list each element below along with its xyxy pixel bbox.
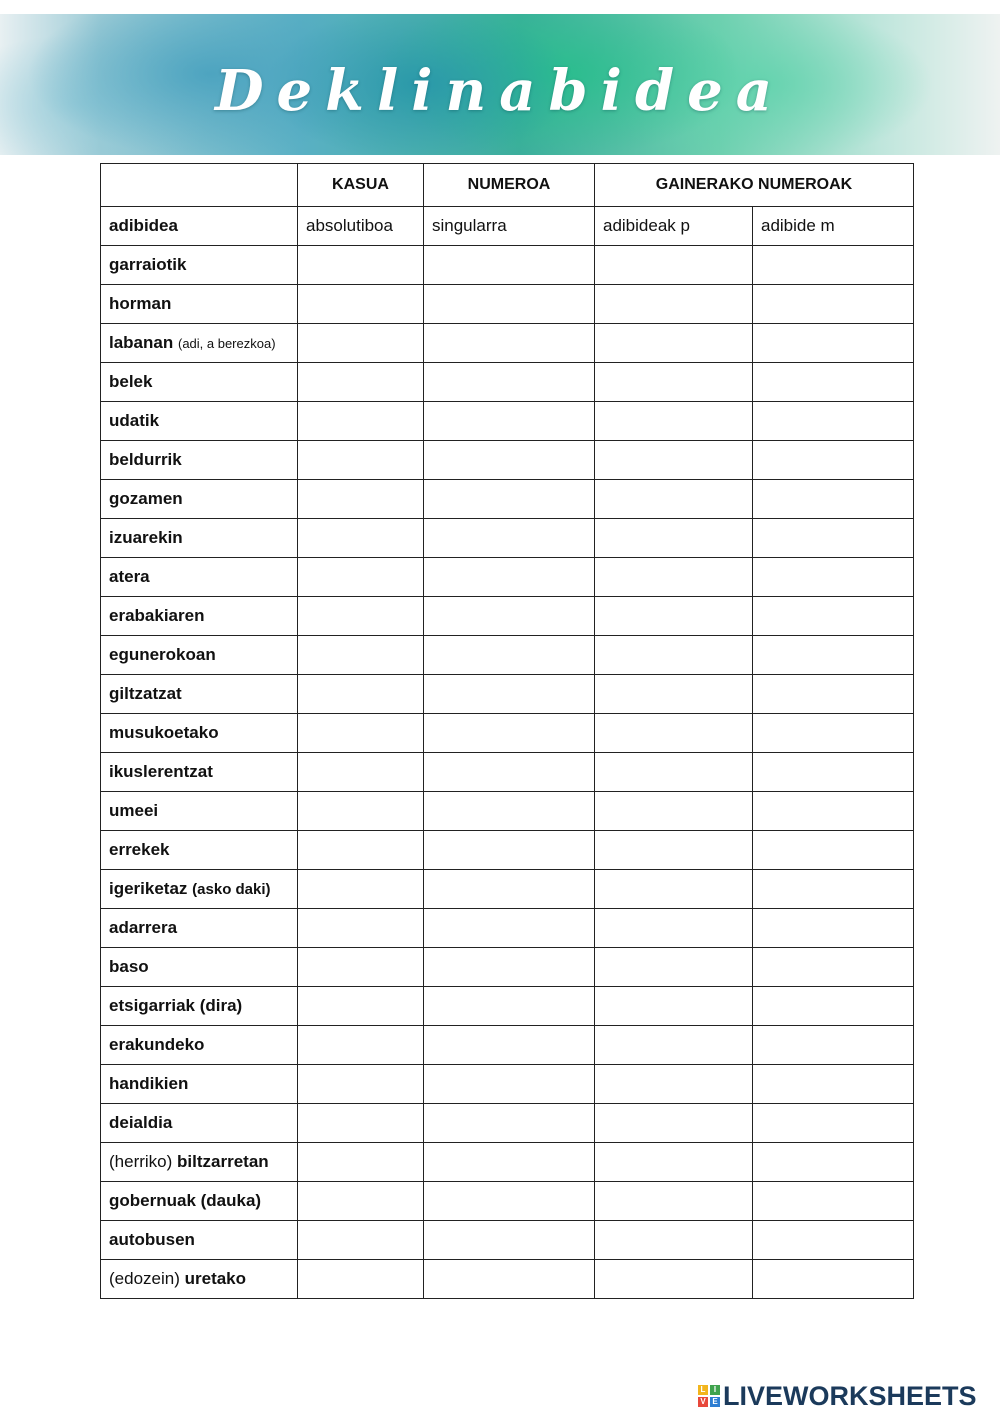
row-word-text: ikuslerentzat: [109, 762, 213, 781]
answer-cell-indefinite[interactable]: [753, 987, 914, 1026]
example-row: [101, 207, 914, 246]
answer-cell-kasua[interactable]: [298, 636, 424, 675]
answer-cell-numeroa[interactable]: [424, 987, 595, 1026]
answer-cell-numeroa[interactable]: [424, 519, 595, 558]
answer-cell-plural[interactable]: [595, 675, 753, 714]
row-word: [101, 675, 298, 714]
answer-cell-kasua[interactable]: [298, 597, 424, 636]
row-word-text: adarrera: [109, 918, 178, 937]
table-row: [101, 753, 914, 792]
row-word-text: giltzatzat: [109, 684, 182, 703]
answer-cell-plural[interactable]: [595, 987, 753, 1026]
row-word: [101, 870, 298, 909]
answer-cell-numeroa[interactable]: [424, 1143, 595, 1182]
answer-cell-plural[interactable]: [595, 324, 753, 363]
logo-square: I: [710, 1385, 720, 1395]
table-row: [101, 1065, 914, 1104]
liveworksheets-logo: [698, 1378, 977, 1414]
answer-cell-numeroa[interactable]: [424, 948, 595, 987]
answer-cell-indefinite[interactable]: [753, 948, 914, 987]
row-word: [101, 285, 298, 324]
answer-cell-indefinite[interactable]: [753, 363, 914, 402]
header-word: [101, 164, 298, 207]
answer-cell-plural[interactable]: [595, 558, 753, 597]
table-row: [101, 714, 914, 753]
answer-cell-kasua[interactable]: [298, 558, 424, 597]
answer-cell-numeroa[interactable]: [424, 1182, 595, 1221]
row-word: [101, 636, 298, 675]
answer-cell-plural[interactable]: [595, 1065, 753, 1104]
row-word: [101, 480, 298, 519]
row-word-text: etsigarriak (dira): [109, 996, 243, 1015]
answer-cell-kasua[interactable]: [298, 1182, 424, 1221]
declension-table: [100, 163, 914, 1299]
answer-cell-plural[interactable]: [595, 519, 753, 558]
answer-cell-plural[interactable]: [595, 909, 753, 948]
header-banner: [0, 14, 1000, 155]
row-word: [101, 1221, 298, 1260]
example-word: adibidea: [101, 207, 298, 246]
row-word: [101, 714, 298, 753]
answer-cell-indefinite[interactable]: [753, 1260, 914, 1299]
logo-square: E: [710, 1397, 720, 1407]
answer-cell-indefinite[interactable]: [753, 1065, 914, 1104]
answer-cell-plural[interactable]: [595, 636, 753, 675]
row-word: [101, 1065, 298, 1104]
answer-cell-indefinite[interactable]: [753, 909, 914, 948]
answer-cell-indefinite[interactable]: [753, 1104, 914, 1143]
row-word: [101, 1026, 298, 1065]
answer-cell-numeroa[interactable]: [424, 909, 595, 948]
answer-cell-numeroa[interactable]: [424, 558, 595, 597]
answer-cell-kasua[interactable]: [298, 246, 424, 285]
answer-cell-kasua[interactable]: [298, 1026, 424, 1065]
answer-cell-numeroa[interactable]: [424, 1026, 595, 1065]
row-word: [101, 441, 298, 480]
answer-cell-indefinite[interactable]: [753, 1143, 914, 1182]
answer-cell-indefinite[interactable]: [753, 519, 914, 558]
row-word: [101, 1182, 298, 1221]
answer-cell-numeroa[interactable]: [424, 675, 595, 714]
answer-cell-plural[interactable]: [595, 792, 753, 831]
row-word: [101, 558, 298, 597]
answer-cell-numeroa[interactable]: [424, 1104, 595, 1143]
answer-cell-indefinite[interactable]: [753, 285, 914, 324]
row-word: [101, 1260, 298, 1299]
answer-cell-indefinite[interactable]: [753, 597, 914, 636]
answer-cell-plural[interactable]: [595, 1182, 753, 1221]
row-word-text: biltzarretan: [177, 1152, 269, 1171]
brand-name: LIVEWORKSHEETS: [723, 1380, 977, 1411]
table-row: [101, 1143, 914, 1182]
answer-cell-numeroa[interactable]: [424, 480, 595, 519]
table-row: [101, 324, 914, 363]
row-word-text: izuarekin: [109, 528, 183, 547]
table-row: [101, 363, 914, 402]
answer-cell-indefinite[interactable]: [753, 675, 914, 714]
answer-cell-indefinite[interactable]: [753, 870, 914, 909]
answer-cell-numeroa[interactable]: [424, 636, 595, 675]
answer-cell-kasua[interactable]: [298, 987, 424, 1026]
answer-cell-plural[interactable]: [595, 1104, 753, 1143]
answer-cell-numeroa[interactable]: [424, 285, 595, 324]
answer-cell-numeroa[interactable]: [424, 324, 595, 363]
answer-cell-plural[interactable]: [595, 480, 753, 519]
row-word-text: autobusen: [109, 1230, 195, 1249]
row-word-text: egunerokoan: [109, 645, 216, 664]
answer-cell-kasua[interactable]: [298, 285, 424, 324]
answer-cell-kasua[interactable]: [298, 675, 424, 714]
answer-cell-indefinite[interactable]: [753, 402, 914, 441]
answer-cell-indefinite[interactable]: [753, 480, 914, 519]
example-kasua: absolutiboa: [298, 207, 424, 246]
answer-cell-kasua[interactable]: [298, 792, 424, 831]
answer-cell-kasua[interactable]: [298, 1260, 424, 1299]
answer-cell-plural[interactable]: [595, 285, 753, 324]
row-word: [101, 324, 298, 363]
table-row: [101, 636, 914, 675]
answer-cell-plural[interactable]: [595, 1260, 753, 1299]
answer-cell-numeroa[interactable]: [424, 714, 595, 753]
row-word: [101, 987, 298, 1026]
row-word: [101, 519, 298, 558]
answer-cell-plural[interactable]: [595, 402, 753, 441]
table-row: [101, 558, 914, 597]
answer-cell-numeroa[interactable]: [424, 1065, 595, 1104]
row-word-text: handikien: [109, 1074, 189, 1093]
row-word-text: umeei: [109, 801, 159, 820]
answer-cell-indefinite[interactable]: [753, 1182, 914, 1221]
table-row: [101, 1182, 914, 1221]
answer-cell-kasua[interactable]: [298, 714, 424, 753]
row-word-text: igeriketaz: [109, 879, 188, 898]
answer-cell-indefinite[interactable]: [753, 1026, 914, 1065]
answer-cell-plural[interactable]: [595, 870, 753, 909]
logo-square: V: [698, 1397, 708, 1407]
answer-cell-kasua[interactable]: [298, 948, 424, 987]
answer-cell-numeroa[interactable]: [424, 597, 595, 636]
table-row: [101, 402, 914, 441]
example-plural: adibideak p: [595, 207, 753, 246]
answer-cell-plural[interactable]: [595, 831, 753, 870]
row-word: [101, 597, 298, 636]
row-word-text: deialdia: [109, 1113, 173, 1132]
row-word-text: garraiotik: [109, 255, 187, 274]
answer-cell-plural[interactable]: [595, 1026, 753, 1065]
answer-cell-indefinite[interactable]: [753, 441, 914, 480]
answer-cell-kasua[interactable]: [298, 1104, 424, 1143]
answer-cell-indefinite[interactable]: [753, 324, 914, 363]
answer-cell-kasua[interactable]: [298, 519, 424, 558]
answer-cell-plural[interactable]: [595, 246, 753, 285]
table-row: [101, 597, 914, 636]
row-word-text: musukoetako: [109, 723, 219, 742]
row-note: (adi, a berezkoa): [177, 336, 276, 351]
row-word-text: labanan: [109, 333, 174, 352]
row-word: [101, 402, 298, 441]
answer-cell-numeroa[interactable]: [424, 441, 595, 480]
table-row: [101, 987, 914, 1026]
row-word-text: baso: [109, 957, 149, 976]
answer-cell-kasua[interactable]: [298, 1143, 424, 1182]
answer-cell-numeroa[interactable]: [424, 363, 595, 402]
row-word-text: uretako: [184, 1269, 247, 1288]
table-row: [101, 948, 914, 987]
table-row: [101, 285, 914, 324]
row-word-text: horman: [109, 294, 172, 313]
answer-cell-numeroa[interactable]: [424, 870, 595, 909]
row-word-text: udatik: [109, 411, 160, 430]
answer-cell-indefinite[interactable]: [753, 753, 914, 792]
header-gainerako-numeroak: GAINERAKO NUMEROAK: [595, 164, 914, 207]
answer-cell-indefinite[interactable]: [753, 831, 914, 870]
header-numeroa: NUMEROA: [424, 164, 595, 207]
table-row: [101, 246, 914, 285]
answer-cell-plural[interactable]: [595, 363, 753, 402]
row-word-text: atera: [109, 567, 150, 586]
row-prefix: (edozein): [109, 1269, 180, 1288]
answer-cell-kasua[interactable]: [298, 441, 424, 480]
page-title: Deklinabidea: [214, 58, 786, 124]
answer-cell-plural[interactable]: [595, 753, 753, 792]
answer-cell-plural[interactable]: [595, 714, 753, 753]
table-row: [101, 1221, 914, 1260]
table-row: [101, 831, 914, 870]
answer-cell-indefinite[interactable]: [753, 1221, 914, 1260]
logo-square: L: [698, 1385, 708, 1395]
table-row: [101, 1260, 914, 1299]
row-word-text: gozamen: [109, 489, 183, 508]
row-word: [101, 753, 298, 792]
table-row: [101, 792, 914, 831]
answer-cell-numeroa[interactable]: [424, 753, 595, 792]
answer-cell-kasua[interactable]: [298, 324, 424, 363]
answer-cell-numeroa[interactable]: [424, 1260, 595, 1299]
answer-cell-indefinite[interactable]: [753, 714, 914, 753]
answer-cell-numeroa[interactable]: [424, 831, 595, 870]
table-row: [101, 909, 914, 948]
answer-cell-kasua[interactable]: [298, 402, 424, 441]
answer-cell-numeroa[interactable]: [424, 1221, 595, 1260]
row-word: [101, 363, 298, 402]
table-row: [101, 675, 914, 714]
header-row: [101, 164, 914, 207]
answer-cell-plural[interactable]: [595, 441, 753, 480]
row-word: [101, 909, 298, 948]
row-word: [101, 948, 298, 987]
answer-cell-plural[interactable]: [595, 1143, 753, 1182]
answer-cell-numeroa[interactable]: [424, 402, 595, 441]
example-numeroa: singularra: [424, 207, 595, 246]
row-word: [101, 792, 298, 831]
row-word: [101, 831, 298, 870]
answer-cell-plural[interactable]: [595, 597, 753, 636]
row-note: (asko daki): [192, 881, 271, 898]
table-row: [101, 480, 914, 519]
row-word-text: erabakiaren: [109, 606, 205, 625]
answer-cell-kasua[interactable]: [298, 870, 424, 909]
row-word: [101, 1143, 298, 1182]
answer-cell-indefinite[interactable]: [753, 246, 914, 285]
answer-cell-indefinite[interactable]: [753, 792, 914, 831]
answer-cell-indefinite[interactable]: [753, 636, 914, 675]
answer-cell-kasua[interactable]: [298, 909, 424, 948]
header-kasua: KASUA: [298, 164, 424, 207]
table-row: [101, 1026, 914, 1065]
row-word-text: beldurrik: [109, 450, 182, 469]
answer-cell-plural[interactable]: [595, 1221, 753, 1260]
answer-cell-plural[interactable]: [595, 948, 753, 987]
answer-cell-kasua[interactable]: [298, 1221, 424, 1260]
logo-icon: [698, 1385, 720, 1407]
example-indefinite: adibide m: [753, 207, 914, 246]
table-row: [101, 441, 914, 480]
row-prefix: (herriko): [109, 1152, 173, 1171]
table-row: [101, 1104, 914, 1143]
row-word-text: errekek: [109, 840, 170, 859]
row-word: [101, 1104, 298, 1143]
answer-cell-numeroa[interactable]: [424, 792, 595, 831]
answer-cell-kasua[interactable]: [298, 363, 424, 402]
answer-cell-kasua[interactable]: [298, 831, 424, 870]
table-row: [101, 519, 914, 558]
answer-cell-indefinite[interactable]: [753, 558, 914, 597]
row-word-text: erakundeko: [109, 1035, 205, 1054]
row-word: [101, 246, 298, 285]
row-word-text: gobernuak (dauka): [109, 1191, 262, 1210]
table-row: [101, 870, 914, 909]
answer-cell-kasua[interactable]: [298, 1065, 424, 1104]
row-word-text: belek: [109, 372, 153, 391]
answer-cell-kasua[interactable]: [298, 480, 424, 519]
answer-cell-numeroa[interactable]: [424, 246, 595, 285]
answer-cell-kasua[interactable]: [298, 753, 424, 792]
